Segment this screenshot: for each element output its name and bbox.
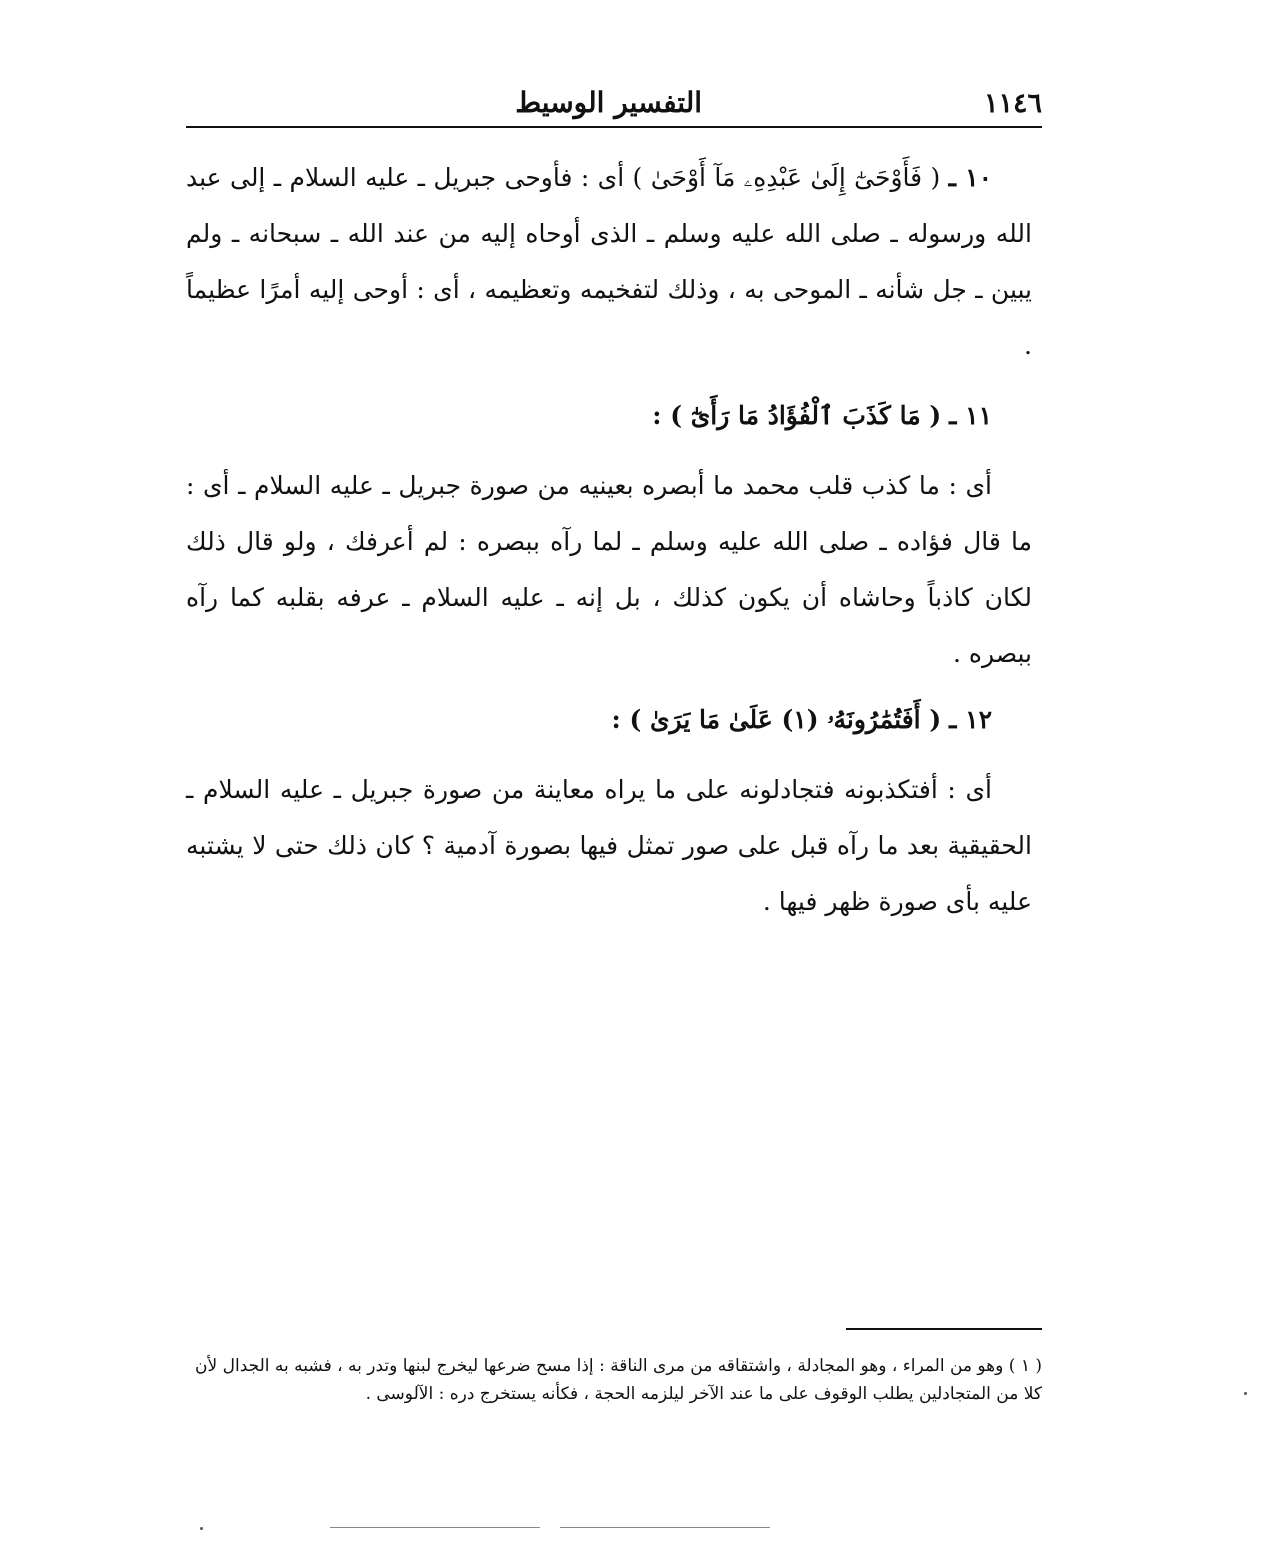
verse-number: ١٠ ـ (948, 163, 993, 192)
scan-artifact-line (560, 1527, 770, 1528)
page-header (186, 84, 1042, 124)
footnote (186, 1352, 1042, 1408)
paragraph-verse-12 (186, 692, 1032, 748)
verse-number: ١٢ ـ (949, 705, 992, 734)
scan-artifact-line (330, 1527, 540, 1528)
footnote-line: كلا من المتجادلين يطلب الوقوف على ما عند الآخر ليلزمه الحجة ، فكأنه يستخرج دره : الآلوسى . (365, 1384, 1042, 1404)
footnote-line: ( ١ ) وهو من المراء ، وهو المجادلة ، واشتقاقه من مرى الناقة : إذا مسح ضرعها ليخرج لبنها وتدر به ، فشبه به الجدال لأن (195, 1356, 1042, 1376)
quran-verse: ( أَفَتُمَٰرُونَهُۥ (١) عَلَىٰ مَا يَرَىٰ ) : (611, 705, 942, 734)
header-rule (186, 126, 1042, 128)
paragraph-text: أى : ما كذب قلب محمد ما أبصره بعينيه من صورة جبريل ـ عليه السلام ـ أى : ما قال فؤاده ـ صلى الله عليه وسلم ـ لما رآه ببصره : لم أعرفك ، ولو قال ذلك لكان كاذباً وحاشاه أن يكون كذلك ، بل إنه ـ عليه السلام ـ عرفه بقلبه كما رآه ببصره . (186, 471, 1032, 668)
quran-verse: ( مَا كَذَبَ ٱلْفُؤَادُ مَا رَأَىٰٓ ) : (652, 401, 942, 430)
verse-number: ١١ ـ (949, 401, 992, 430)
scan-artifact-dot (1244, 1392, 1247, 1395)
paragraph-text: أى : أفتكذبونه فتجادلونه على ما يراه معاينة من صورة جبريل ـ عليه السلام ـ الحقيقية بعد ما رآه قبل على صور تمثل فيها بصورة آدمية ؟ كان ذلك حتى لا يشتبه عليه بأى صورة ظهر فيها . (186, 775, 1032, 916)
paragraph-commentary-12 (186, 762, 1032, 930)
paragraph-commentary-11 (186, 458, 1032, 682)
scan-artifact-dot (200, 1527, 203, 1530)
footnote-rule (846, 1328, 1042, 1330)
paragraph-text: ( فَأَوْحَىٰٓ إِلَىٰ عَبْدِهِۦ مَآ أَوْحَىٰ ) أى : فأوحى جبريل ـ عليه السلام ـ إلى عبد الله ورسوله ـ صلى الله عليه وسلم ـ الذى أوحاه إليه من عند الله ـ سبحانه ـ ولم يبين ـ جل شأنه ـ الموحى به ، وذلك لتفخيمه وتعظيمه ، أى : أوحى إليه أمرًا عظيماً . (186, 163, 1032, 360)
body-text (186, 150, 1032, 940)
page-number: ١١٤٦ (983, 88, 1042, 119)
paragraph-verse-11 (186, 388, 1032, 444)
running-title: التفسير الوسيط (515, 86, 702, 119)
paragraph-verse-10 (186, 150, 1032, 374)
